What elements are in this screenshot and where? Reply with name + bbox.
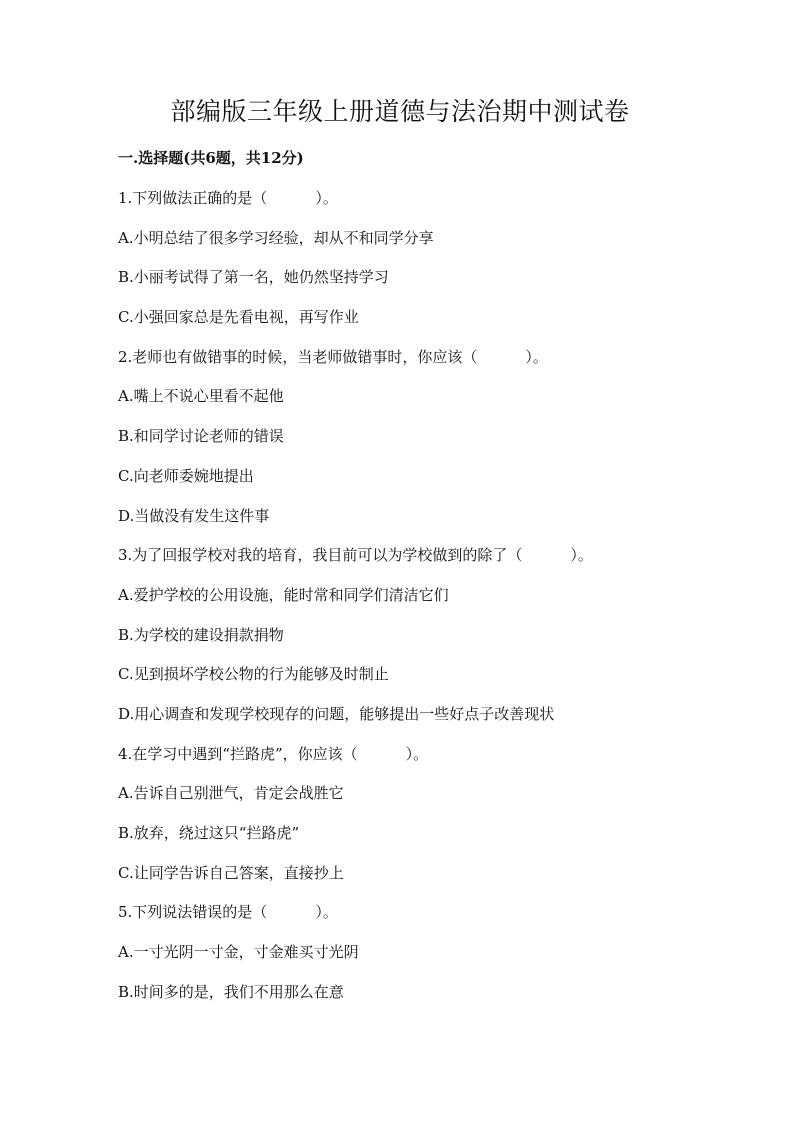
answer-option: B.为学校的建设捐款捐物 [118, 625, 284, 644]
question-stem [118, 900, 758, 940]
answer-option: A.告诉自己别泄气，肯定会战胜它 [118, 784, 344, 803]
answer-option: D.用心调查和发现学校现存的问题，能够提出一些好点子改善现状 [118, 704, 555, 723]
answer-option: A.爱护学校的公用设施，能时常和同学们清洁它们 [118, 585, 449, 604]
question-list [118, 186, 758, 1019]
answer-option: B.放弃，绕过这只“拦路虎” [118, 824, 300, 842]
answer-option: B.时间多的是，我们不用那么在意 [118, 982, 344, 1001]
answer-option: A.一寸光阴一寸金，寸金难买寸光阴 [118, 943, 359, 962]
question-stem-end: ）。 [405, 744, 429, 763]
question-stem [118, 345, 758, 385]
question-stem-end: ）。 [570, 546, 593, 565]
answer-option: C.小强回家总是先看电视，再写作业 [118, 308, 359, 327]
page-title: 部编版三年级上册道德与法治期中测试卷 [170, 97, 630, 126]
answer-option: A.小明总结了很多学习经验，却从不和同学分享 [118, 228, 434, 247]
question-stem-end: ）。 [315, 903, 338, 922]
question-stem-text: 1.下列做法正确的是（ [118, 189, 268, 207]
answer-option: B.和同学讨论老师的错误 [118, 427, 284, 446]
question-stem-end: ）。 [315, 189, 338, 207]
question-stem-end: ）。 [525, 347, 548, 366]
question-stem-text: 2.老师也有做错事的时候，当老师做错事时，你应该（ [118, 347, 478, 366]
answer-option: A.嘴上不说心里看不起他 [118, 387, 284, 406]
answer-option: C.向老师委婉地提出 [118, 466, 254, 485]
answer-option: B.小丽考试得了第一名，她仍然坚持学习 [118, 268, 389, 287]
answer-option: D.当做没有发生这件事 [118, 506, 270, 525]
question-stem-text: 3.为了回报学校对我的培育，我目前可以为学校做到的除了（ [118, 546, 523, 565]
question-stem-text: 5.下列说法错误的是（ [118, 903, 268, 922]
section-heading: 一.选择题(共6题，共12分) [118, 149, 304, 167]
answer-option: C.见到损坏学校公物的行为能够及时制止 [118, 665, 389, 684]
question-stem [118, 186, 758, 226]
question-stem-text: 4.在学习中遇到“拦路虎”，你应该（ [118, 744, 358, 763]
question-stem [118, 742, 758, 782]
question-stem [118, 543, 758, 583]
answer-option: C.让同学告诉自己答案，直接抄上 [118, 863, 344, 882]
